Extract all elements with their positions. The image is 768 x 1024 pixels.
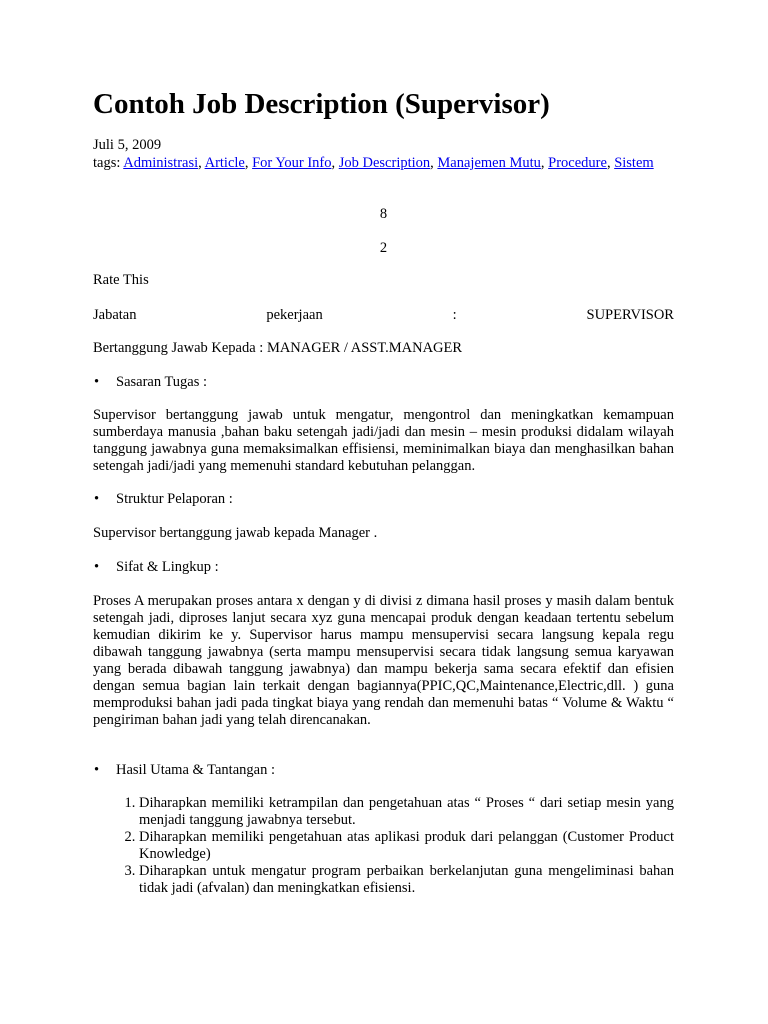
post-date: Juli 5, 2009 [93,137,162,153]
tag-list: tags: Administrasi, Article, For Your Info, Job Description, Manajemen Mutu, Procedure, Sistem [93,155,654,171]
jabatan-row [93,307,674,324]
reports-to-line: Bertanggung Jawab Kepada : MANAGER / ASST.MANAGER [93,340,463,356]
rate-this-label[interactable]: Rate This [93,272,149,288]
section-heading-sasaran: • Sasaran Tugas : [116,374,207,391]
hasil-list [93,795,674,897]
page-title: Contoh Job Description (Supervisor) [93,88,550,120]
section-text-sifat: Proses A merupakan proses antara x dengan y di divisi z dimana hasil proses y masih dalam bentuk setengah jadi, diproses lanjut secara xyz guna mencapai produk dengan keadaan tertentu sebelum kemudian dikirim ke y. Supervisor harus mampu mensupervisi secara langsung kepala regu dibawah tanggung jawabnya (serta mampu mensupervisi secara tidak langsung semua karyawan yang berada dibawah tanggung jawabnya) dan mampu bekerja sama secara efektif dan efisien dengan semua bagian lain terkait dengan bagiannya(PPIC,QC,Maintenance,Electric,dll. ) guna memproduksi bahan jadi pada tingkat biaya yang rendah dan memenuhi batas “ Volume & Waktu “ pengiriman bahan jadi yang telah direncanakan. [93,593,674,728]
section-heading-hasil: • Hasil Utama & Tantangan : [116,762,275,779]
section-text-sasaran: Supervisor bertanggung jawab untuk mengatur, mengontrol dan meningkatkan kemampuan sumberdaya manusia ,bahan baku setengah jadi/jadi dan mesin – mesin produksi didalam wilayah tanggung jawabnya guna memaksimalkan effisiensi, meminimalkan biaya dan menghasilkan bahan setengah jadi/jadi yang memenuhi standard kebutuhan pelanggan. [93,407,674,474]
section-heading-struktur: • Struktur Pelaporan : [116,491,233,508]
rating-up-count[interactable]: 8 [379,206,388,222]
rating-down-count[interactable]: 2 [379,240,388,256]
tag-link-procedure[interactable]: Procedure [548,155,607,171]
list-item: 2. Diharapkan memiliki pengetahuan atas aplikasi produk dari pelanggan (Customer Product Knowledge) [139,829,674,863]
list-item: 3. Diharapkan untuk mengatur program perbaikan berkelanjutan guna mengeliminasi bahan tidak jadi (afvalan) dan meningkatkan efisiensi. [139,863,674,897]
tag-link-job-description[interactable]: Job Description [338,155,431,171]
tag-link-sistem[interactable]: Sistem [614,155,654,171]
tag-link-administrasi[interactable]: Administrasi [123,155,199,171]
list-item: 1. Diharapkan memiliki ketrampilan dan pengetahuan atas “ Proses “ dari setiap mesin yang menjadi tanggung jawabnya tersebut. [139,795,674,829]
section-heading-sifat: • Sifat & Lingkup : [116,559,219,576]
tags-label: tags: [93,155,121,171]
pekerjaan-label: pekerjaan [266,307,323,323]
jabatan-label: Jabatan [93,307,137,323]
tag-link-for-your-info[interactable]: For Your Info [252,155,332,171]
jabatan-colon: : [452,307,457,323]
jabatan-value: SUPERVISOR [586,307,674,323]
section-text-struktur: Supervisor bertanggung jawab kepada Manager . [93,525,378,541]
tag-link-article[interactable]: Article [204,155,245,171]
tag-link-manajemen-mutu[interactable]: Manajemen Mutu [437,155,541,171]
